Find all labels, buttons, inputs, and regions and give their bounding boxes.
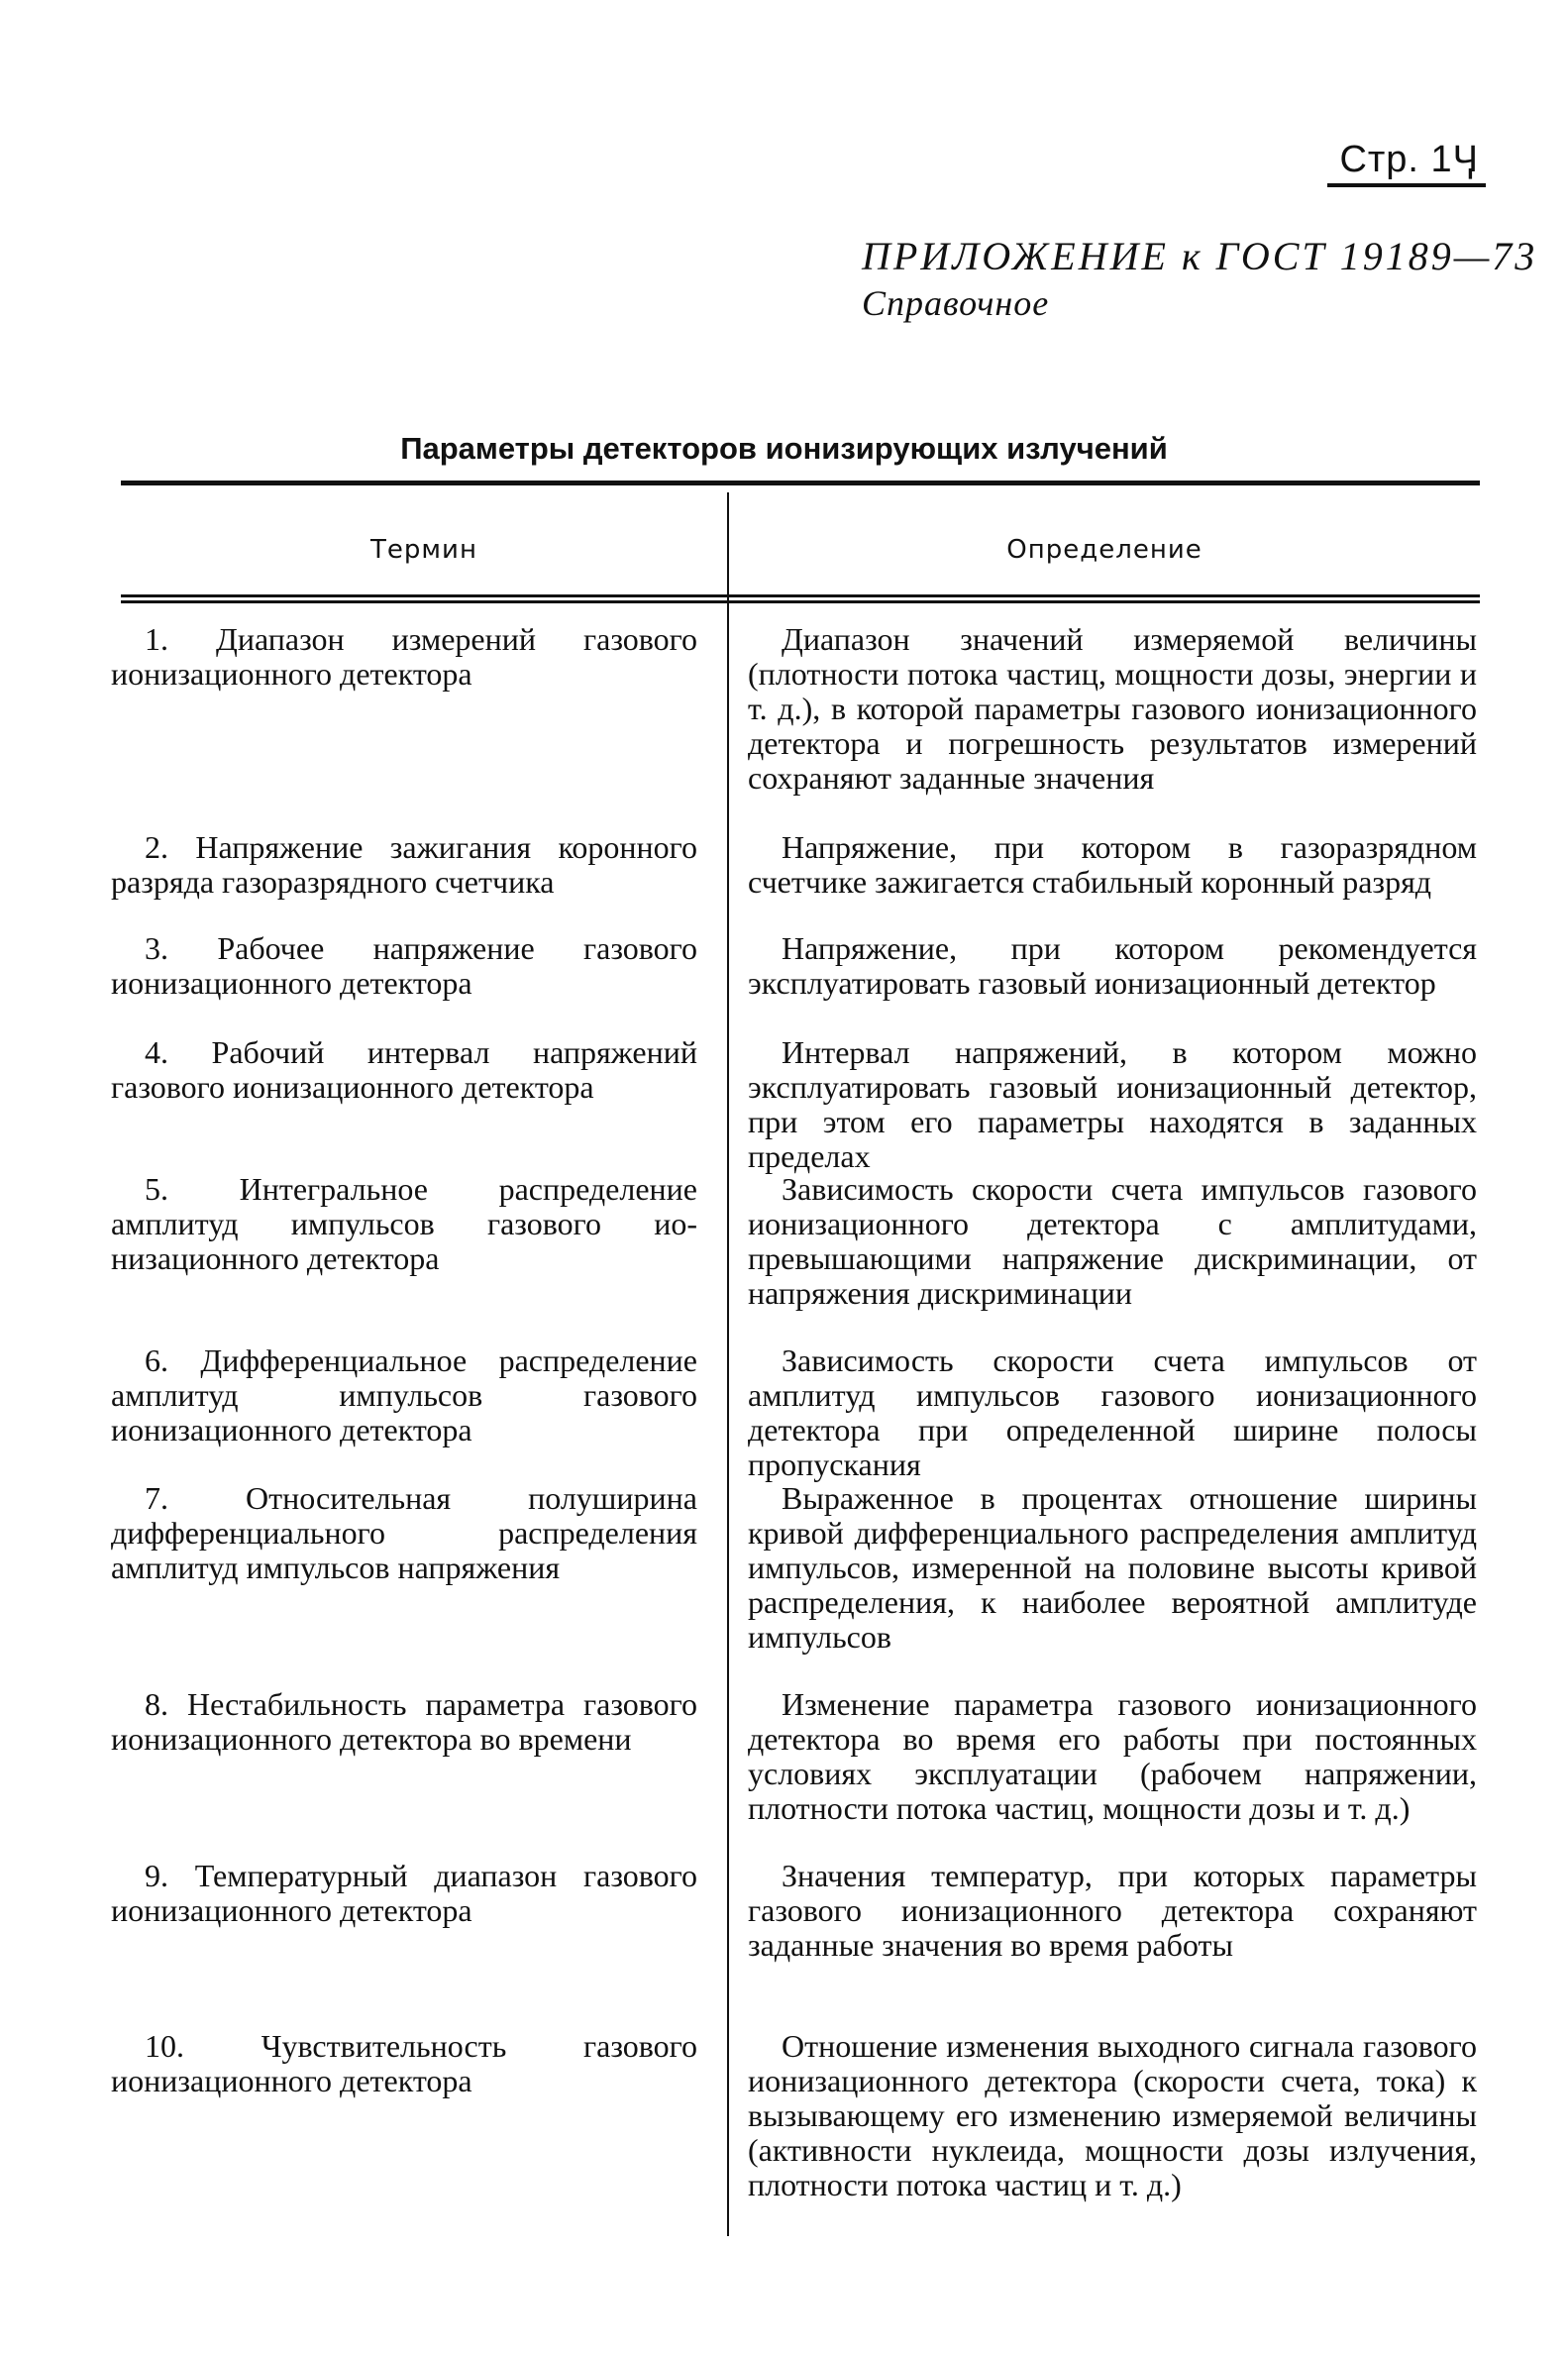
page-number-underline [1327, 183, 1486, 187]
appendix-title: ПРИЛОЖЕНИЕ к ГОСТ 19189—73 [862, 234, 1538, 278]
column-header-definition: Определение [1006, 535, 1202, 565]
term-cell: 7. Относительная полуширина дифференциального распределения амплитуд импульсов напряжения [111, 1480, 697, 1585]
definition-cell: Значения температур, при которых параметры газового ионизационного детектора сохраняют заданные значения во время работы [748, 1858, 1477, 1963]
term-cell: 10. Чувствительность газового ионизационного детектора [111, 2028, 697, 2098]
definition-cell: Зависимость скорости счета импульсов газового ионизационного детектора с амплитудами, превышающими напряжение дискриминации, от напряжения дискриминации [748, 1171, 1477, 1311]
term-cell: 3. Рабочее напряжение газового ионизационного детектора [111, 930, 697, 1001]
definition-cell: Зависимость скорости счета импульсов от амплитуд импульсов газового ионизационного детектора при определенной ширине полосы пропускания [748, 1342, 1477, 1482]
table-title: Параметры детекторов ионизирующих излучений [400, 431, 1168, 466]
appendix-subtitle: Справочное [862, 283, 1050, 323]
definition-cell: Выраженное в процентах отношение ширины кривой дифференциального распределения амплитуд импульсов, измеренной на половине высоты кривой распределения, к наиболее вероятной амплитуде импульсов [748, 1480, 1477, 1655]
term-cell: 9. Температурный диапазон газового ионизационного детектора [111, 1858, 697, 1928]
column-divider [727, 492, 729, 2236]
term-cell: 8. Нестабильность параметра газового ионизационного детектора во времени [111, 1686, 697, 1757]
term-cell: 2. Напряжение зажигания коронного разряда газоразрядного счетчика [111, 829, 697, 900]
definition-cell: Отношение изменения выходного сигнала газового ионизационного детектора (скорости счета, тока) к вызывающему его изменению измеряемой величины (активности нуклеида, мощности дозы излучения, плотности потока частиц и т. д.) [748, 2028, 1477, 2202]
term-cell: 1. Диапазон измерений газового ионизационного детектора [111, 621, 697, 692]
term-cell: 4. Рабочий интервал напряжений газового ионизационного детектора [111, 1034, 697, 1105]
definition-cell: Изменение параметра газового ионизационного детектора во время его работы при постоянных условиях эксплуатации (рабочем напряжении, плотности потока частиц, мощности дозы и т. д.) [748, 1686, 1477, 1826]
column-header-term: Термин [370, 535, 477, 565]
definition-cell: Интервал напряжений, в котором можно эксплуатировать газовый ионизационный детектор, при этом его параметры находятся в заданных пределах [748, 1034, 1477, 1174]
definition-cell: Напряжение, при котором рекомендуется эксплуатировать газовый ионизационный детектор [748, 930, 1477, 1001]
definition-cell: Диапазон значений измеряемой величины (плотности потока частиц, мощности дозы, энергии и т. д.), в которой параметры газового ионизационного детектора и погрешность результатов измерений сохраняют заданные значения [748, 621, 1477, 796]
page-number: Стр. 1Ӌ [1339, 139, 1479, 180]
definition-cell: Напряжение, при котором в газоразрядном счетчике зажигается стабильный коронный разряд [748, 829, 1477, 900]
term-cell: 6. Дифференциальное распределение амплитуд импульсов газового ионизационного детектора [111, 1342, 697, 1447]
term-cell: 5. Интегральное распределение амплитуд импульсов газового ионизационного детектора [111, 1171, 697, 1276]
table-top-rule [121, 481, 1480, 485]
table-header-rule [121, 594, 1480, 603]
